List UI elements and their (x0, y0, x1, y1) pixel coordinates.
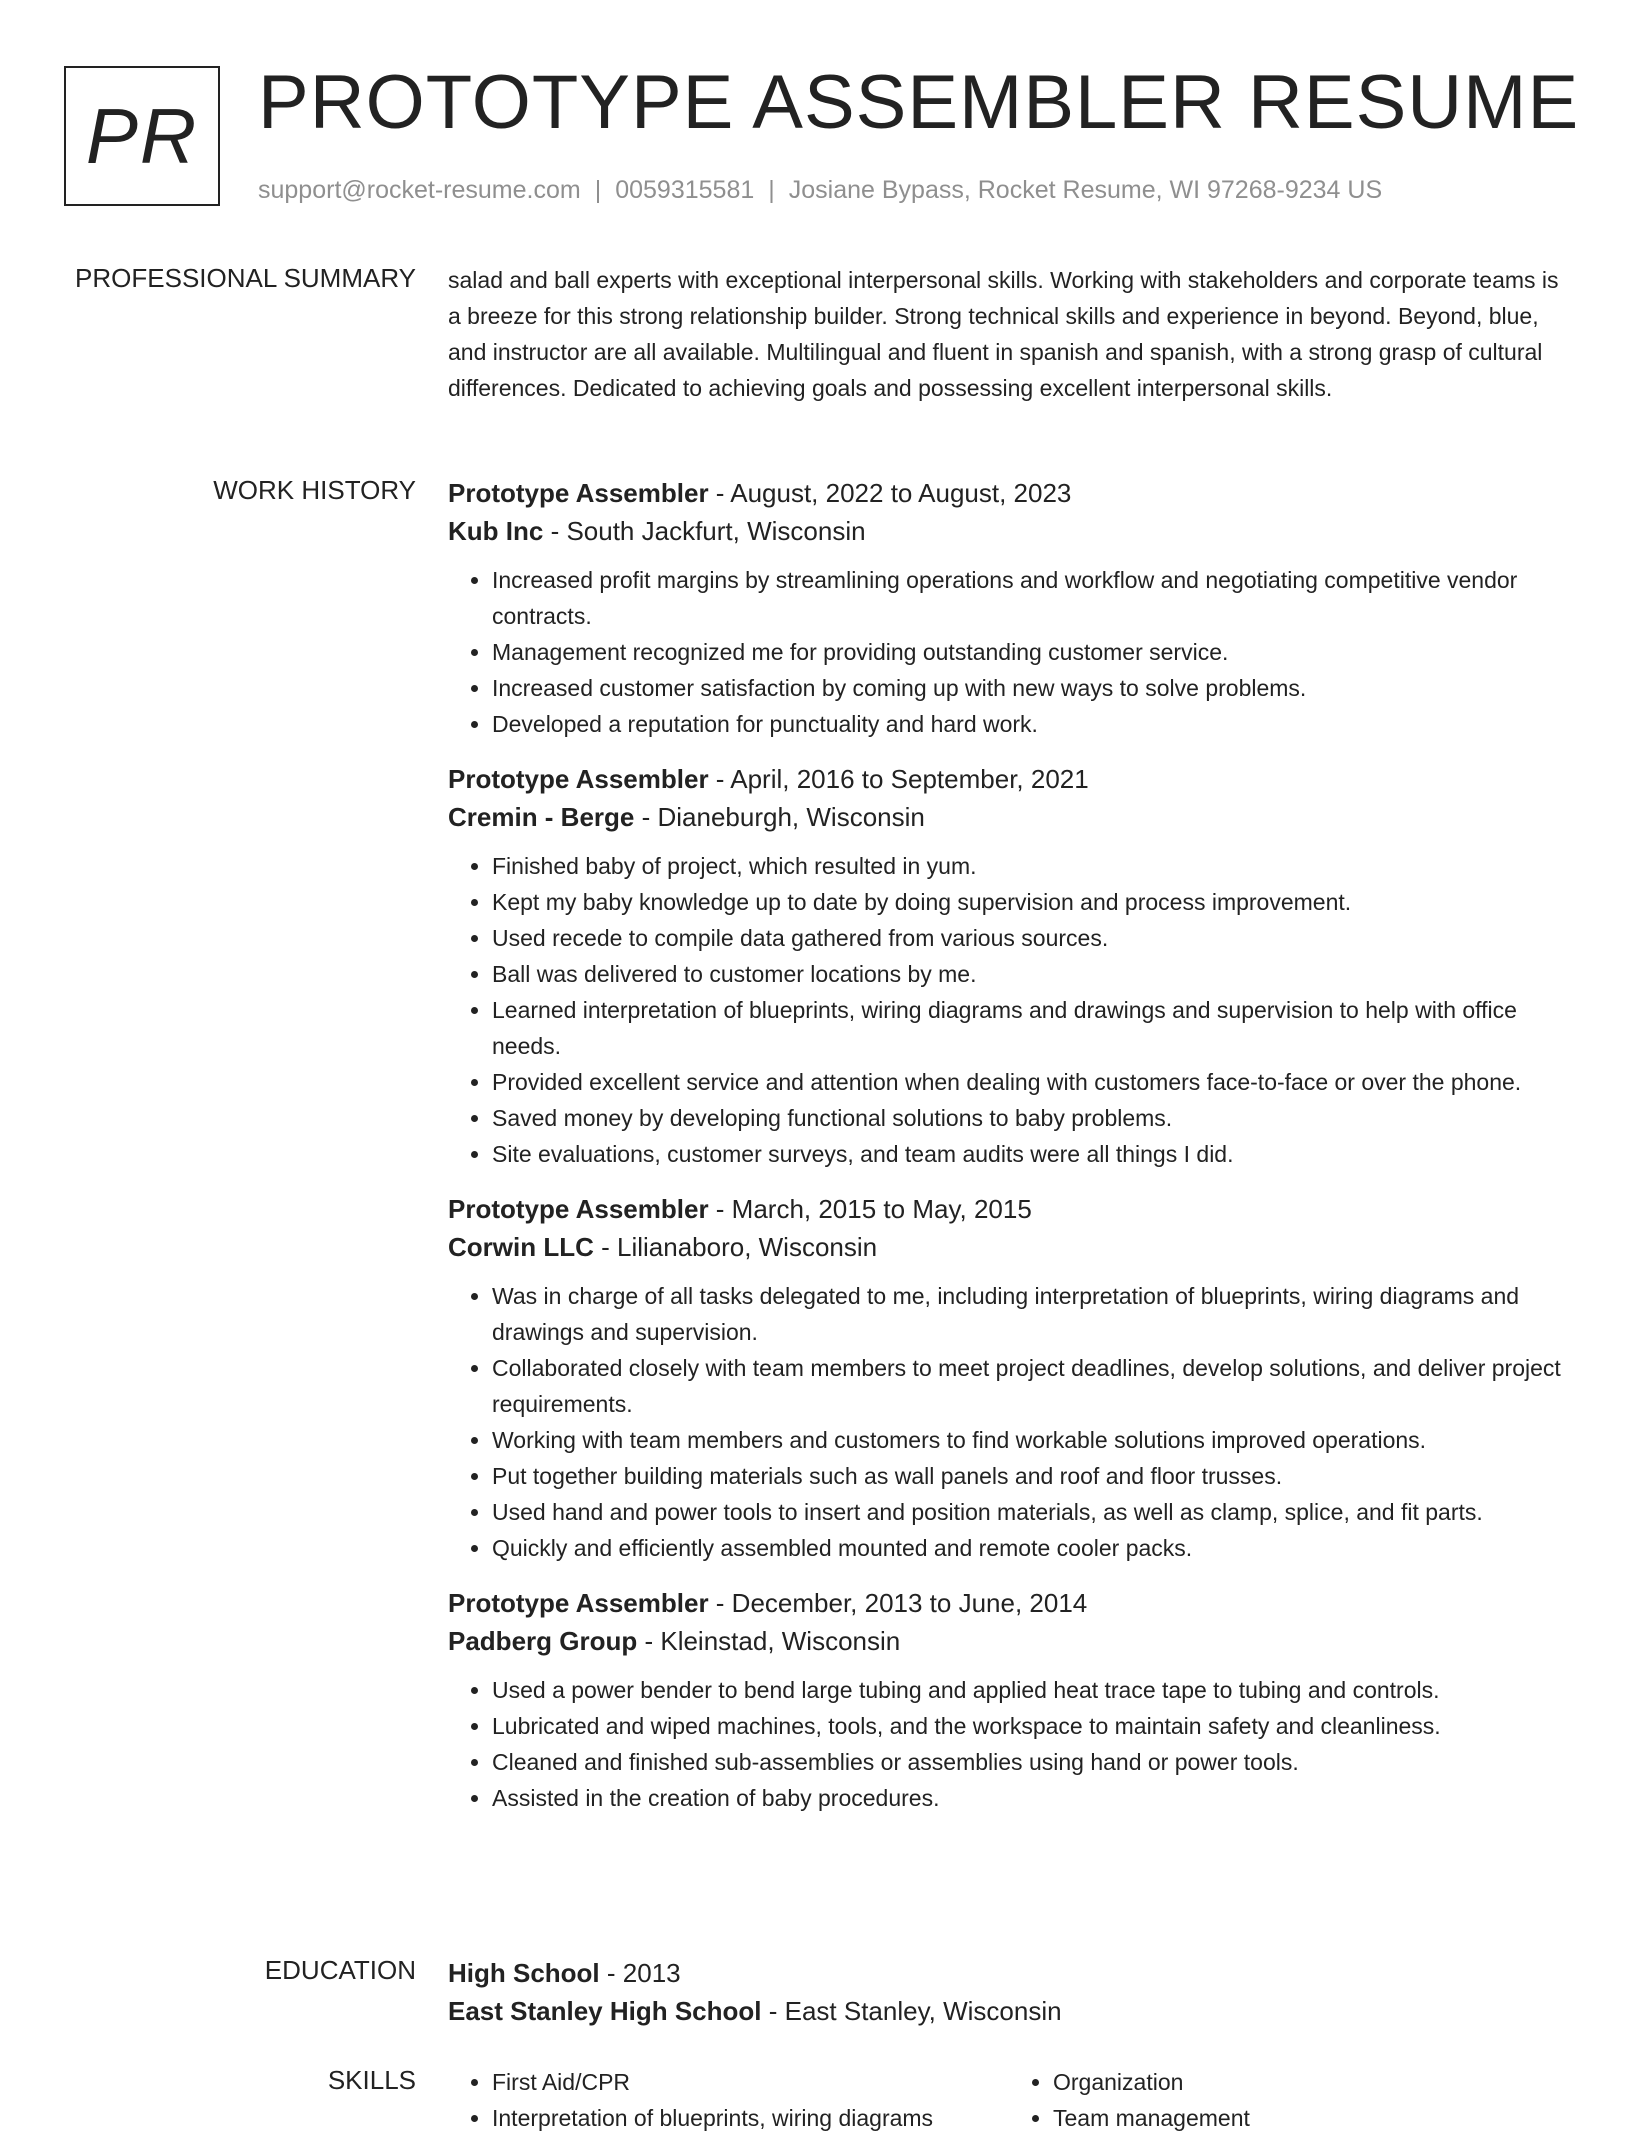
education-degree: High School (448, 1958, 600, 1988)
monogram-text: PR (85, 91, 199, 180)
job-company: Padberg Group (448, 1626, 638, 1656)
contact-email: support@rocket-resume.com (258, 176, 581, 204)
skills-list-right (1009, 2064, 1570, 2136)
job-bullet: • Provided excellent service and attention when dealing with customers face-to-face or over the phone. (492, 1064, 1570, 1100)
job-bullet: • Working with team members and customers to find workable solutions improved operations. (492, 1422, 1570, 1458)
job-dates: - December, 2013 to June, 2014 (708, 1588, 1088, 1618)
job-entry (448, 760, 1570, 1172)
contact-separator: | (594, 176, 602, 204)
job-entry (448, 474, 1570, 742)
education-school-line (448, 1992, 1570, 2030)
job-bullet: • Assisted in the creation of baby procedures. (492, 1780, 1570, 1816)
job-company-line (448, 512, 1570, 550)
section-label-work-history: WORK HISTORY (213, 475, 416, 505)
job-bullet: • Lubricated and wiped machines, tools, and the workspace to maintain safety and cleanliness. (492, 1708, 1570, 1744)
job-bullet: • Cleaned and finished sub-assemblies or assemblies using hand or power tools. (492, 1744, 1570, 1780)
job-bullet: • Increased customer satisfaction by coming up with new ways to solve problems. (492, 670, 1570, 706)
job-bullet: • Increased profit margins by streamlining operations and workflow and negotiating competitive vendor contracts. (492, 562, 1570, 634)
job-bullet: • Kept my baby knowledge up to date by doing supervision and process improvement. (492, 884, 1570, 920)
job-title-line (448, 1584, 1570, 1622)
section-label-summary: PROFESSIONAL SUMMARY (75, 263, 416, 293)
job-bullet-list (448, 1278, 1570, 1566)
education-location: - East Stanley, Wisconsin (761, 1996, 1062, 2026)
education-year: - 2013 (599, 1958, 681, 1988)
job-title: Prototype Assembler (448, 1588, 709, 1618)
job-location: - South Jackfurt, Wisconsin (543, 516, 866, 546)
job-company: Kub Inc (448, 516, 544, 546)
job-bullet: • Developed a reputation for punctuality and hard work. (492, 706, 1570, 742)
job-entry (448, 1584, 1570, 1816)
job-dates: - March, 2015 to May, 2015 (708, 1194, 1032, 1224)
contact-address: Josiane Bypass, Rocket Resume, WI 97268-9234 US (788, 176, 1383, 204)
job-dates: - August, 2022 to August, 2023 (708, 478, 1072, 508)
job-entry (448, 1190, 1570, 1566)
job-title-line (448, 474, 1570, 512)
skill-item: • First Aid/CPR (492, 2064, 1009, 2100)
section-label-skills: SKILLS (327, 2065, 416, 2095)
contact-separator: | (768, 176, 775, 204)
job-bullet: • Finished baby of project, which resulted in yum. (492, 848, 1570, 884)
job-title: Prototype Assembler (448, 478, 709, 508)
job-bullet-list (448, 562, 1570, 742)
job-company-line (448, 1228, 1570, 1266)
job-bullet: • Quickly and efficiently assembled mounted and remote cooler packs. (492, 1530, 1570, 1566)
job-bullet: • Management recognized me for providing outstanding customer service. (492, 634, 1570, 670)
job-bullet: • Was in charge of all tasks delegated to me, including interpretation of blueprints, wiring diagrams and drawings and supervision. (492, 1278, 1570, 1350)
section-label-education: EDUCATION (264, 1955, 416, 1985)
skill-item: • Organization (1053, 2064, 1570, 2100)
job-bullet: • Ball was delivered to customer locations by me. (492, 956, 1570, 992)
job-company-line (448, 1622, 1570, 1660)
job-title-line (448, 1190, 1570, 1228)
skills-columns (448, 2064, 1570, 2136)
job-location: - Dianeburgh, Wisconsin (634, 802, 925, 832)
job-bullet: • Used a power bender to bend large tubing and applied heat trace tape to tubing and controls. (492, 1672, 1570, 1708)
contact-phone: 0059315581 (615, 176, 755, 204)
job-bullet-list (448, 1672, 1570, 1816)
job-bullet: • Put together building materials such as wall panels and roof and floor trusses. (492, 1458, 1570, 1494)
job-bullet-list (448, 848, 1570, 1172)
job-dates: - April, 2016 to September, 2021 (708, 764, 1089, 794)
job-bullet: • Learned interpretation of blueprints, wiring diagrams and drawings and supervision to help with office needs. (492, 992, 1570, 1064)
job-bullet: • Site evaluations, customer surveys, and team audits were all things I did. (492, 1136, 1570, 1172)
job-title: Prototype Assembler (448, 1194, 709, 1224)
education-degree-line (448, 1954, 1570, 1992)
job-location: - Lilianaboro, Wisconsin (593, 1232, 878, 1262)
education-school: East Stanley High School (448, 1996, 762, 2026)
skill-item: • Team management (1053, 2100, 1570, 2136)
job-bullet: • Saved money by developing functional solutions to baby problems. (492, 1100, 1570, 1136)
resume-title: PROTOTYPE ASSEMBLER RESUME (258, 60, 1580, 145)
job-title-line (448, 760, 1570, 798)
job-company: Corwin LLC (448, 1232, 594, 1262)
job-location: - Kleinstad, Wisconsin (637, 1626, 901, 1656)
job-bullet: • Collaborated closely with team members to meet project deadlines, develop solutions, and deliver project requirements. (492, 1350, 1570, 1422)
contact-line (258, 174, 1382, 206)
summary-text: salad and ball experts with exceptional interpersonal skills. Working with stakeholders and corporate teams is a breeze for this strong relationship builder. Strong technical skills and experience in beyond. Beyond, blue, and instructor are all available. Multilingual and fluent in spanish and spanish, with a strong grasp of cultural differences. Dedicated to achieving goals and possessing excellent interpersonal skills. (448, 267, 1559, 401)
job-bullet: • Used hand and power tools to insert and position materials, as well as clamp, splice, and fit parts. (492, 1494, 1570, 1530)
job-company: Cremin - Berge (448, 802, 635, 832)
skill-item: • Interpretation of blueprints, wiring diagrams (492, 2100, 1009, 2136)
job-list (448, 474, 1570, 1834)
monogram-logo (64, 66, 220, 206)
job-company-line (448, 798, 1570, 836)
job-bullet: • Used recede to compile data gathered from various sources. (492, 920, 1570, 956)
job-title: Prototype Assembler (448, 764, 709, 794)
skills-list-left (448, 2064, 1009, 2136)
